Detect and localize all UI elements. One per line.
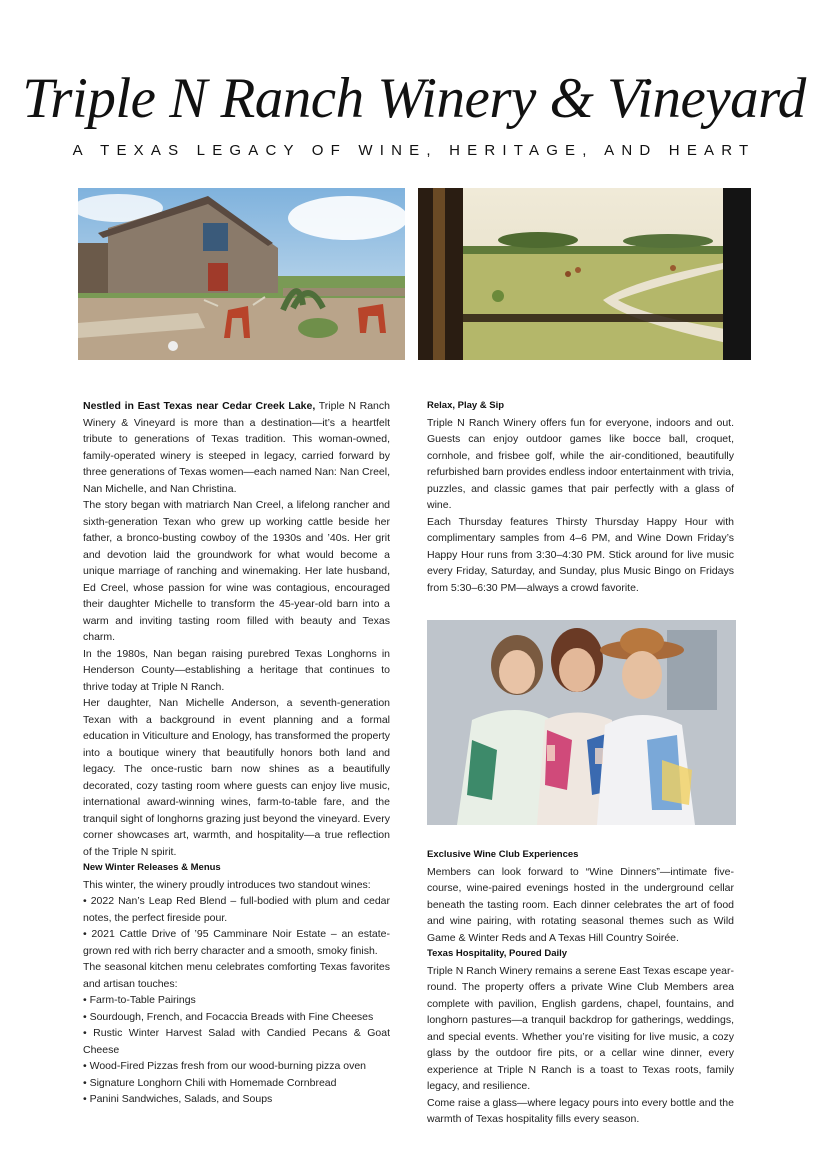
barn-photo (78, 188, 405, 360)
menu-item: • Wood-Fired Pizzas fresh from our wood-burning pizza oven (83, 1060, 367, 1072)
pasture-window-photo (418, 188, 751, 360)
intro-text: Triple N Ranch Winery & Vineyard is more than a destination—it’s a heartfelt tribute to generations of Texas tradition. This woman-owned, family-operated winery is steeped in legacy, carried forward by three generations of Texas women—each named Nan: Nan Creel, Nan Michelle, and Nan Christina. (83, 400, 390, 495)
longhorns-paragraph: In the 1980s, Nan began raising purebred Texas Longhorns in Henderson County—establishing a heritage that continues to thrive today at Triple N Ranch. (83, 647, 390, 693)
women-with-wine-photo (427, 620, 736, 825)
page-title: Triple N Ranch Winery & Vineyard (22, 67, 806, 130)
relax-paragraph: Triple N Ranch Winery offers fun for everyone, indoors and out. Guests can enjoy outdoor games like bocce ball, croquet, cornhole, and frisbee golf, while the air-conditioned, beautifully refurbished barn provides endless indoor entertainment with trivia, puzzles, and classic games that pair perfectly with a glass of wine. (427, 416, 734, 511)
happy-hour-paragraph: Each Thursday features Thirsty Thursday Happy Hour with complimentary samples from 4–6 PM, and Wine Down Friday’s Happy Hour runs from 3:30–4:30 PM. Stick around for live music every Friday, Saturday, and Sunday, plus Music Bingo on Fridays from 5:30–6:30 PM—always a crowd favorite. (427, 515, 734, 594)
menu-item: • Signature Longhorn Chili with Homemade Cornbread (83, 1076, 337, 1089)
menu-item: • Panini Sandwiches, Salads, and Soups (83, 1093, 273, 1105)
daughter-paragraph: Her daughter, Nan Michelle Anderson, a seventh-generation Texan with a background in event planning and a formal education in Viticulture and Enology, has transformed the property into a boutique winery that beautifully honors both land and legacy. The once-rustic barn now shines as a beautifully decorated, cozy tasting room where guests can enjoy live music, international award-winning wines, farm-to-table fare, and the tranquil sight of longhorns grazing just beyond the vineyard. Every corner showcases art, warmth, and hospitality—a true reflection of the Triple N spirit. (83, 697, 391, 858)
intro-paragraph (83, 398, 390, 497)
wine-item: • 2022 Nan’s Leap Red Blend – full-bodied with plum and cedar notes, the perfect fireside pour. (83, 895, 390, 924)
releases-heading: New Winter Releases & Menus (83, 862, 221, 873)
wine-club-paragraph: Members can look forward to “Wine Dinners”—intimate five-course, wine-paired evenings hosted in the underground cellar beneath the tasting room. Each dinner celebrates the art of food and wine pairing, with rotating seasonal themes such as Wild Game & Winter Reds and A Texas Hill Country Soirée. (427, 865, 734, 944)
story-paragraph: The story began with matriarch Nan Creel, a lifelong rancher and sixth-generation Texan who grew up working cattle beside her father, a bronco-busting cowboy of the 1930s and ’40s. Her grit and devotion laid the groundwork for what would become a unique marriage of ranching and winemaking. Her late husband, Ed Creel, whose passion for wine was contagious, encouraged their daughter Michelle to transform the 45-year-old barn into a warm and inviting tasting room filled with beauty and Texas charm. (83, 499, 390, 643)
page-subtitle: A TEXAS LEGACY OF WINE, HERITAGE, AND HEART (72, 142, 756, 159)
right-article-column-bottom (427, 847, 734, 1128)
right-article-column-top (427, 398, 734, 596)
left-article-column (83, 398, 390, 1108)
menu-item: • Sourdough, French, and Focaccia Breads with Fine Cheeses (83, 1010, 374, 1023)
menu-item: • Rustic Winter Harvest Salad with Candied Pecans & Goat Cheese (83, 1027, 390, 1056)
wine-club-heading: Exclusive Wine Club Experiences (427, 849, 579, 860)
hospitality-heading: Texas Hospitality, Poured Daily (427, 948, 568, 959)
menu-item: • Farm-to-Table Pairings (83, 994, 196, 1006)
intro-lead: Nestled in East Texas near Cedar Creek Lake, (83, 400, 316, 412)
wine-item: • 2021 Cattle Drive of ’95 Camminare Noir Estate – an estate-grown red with rich berry character and a smooth, smoky finish. (83, 928, 390, 957)
menu-intro: The seasonal kitchen menu celebrates comforting Texas favorites and artisan touches: (83, 961, 390, 990)
releases-intro: This winter, the winery proudly introduces two standout wines: (83, 878, 371, 891)
closing-paragraph: Come raise a glass—where legacy pours into every bottle and the warmth of Texas hospitality fills every season. (427, 1096, 734, 1125)
relax-heading: Relax, Play & Sip (427, 400, 505, 411)
hospitality-paragraph: Triple N Ranch Winery remains a serene East Texas escape year-round. The property offers a private Wine Club Members area complete with pavilion, English gardens, chapel, fountains, and longhorn pastures—a tranquil backdrop for gatherings, weddings, and special events. Whether you’re visiting for live music, a cozy glass by the outdoor fire pits, or a cellar wine dinner, every experience at Triple N Ranch is a toast to Texas roots, family legacy, and resilience. (427, 964, 734, 1092)
